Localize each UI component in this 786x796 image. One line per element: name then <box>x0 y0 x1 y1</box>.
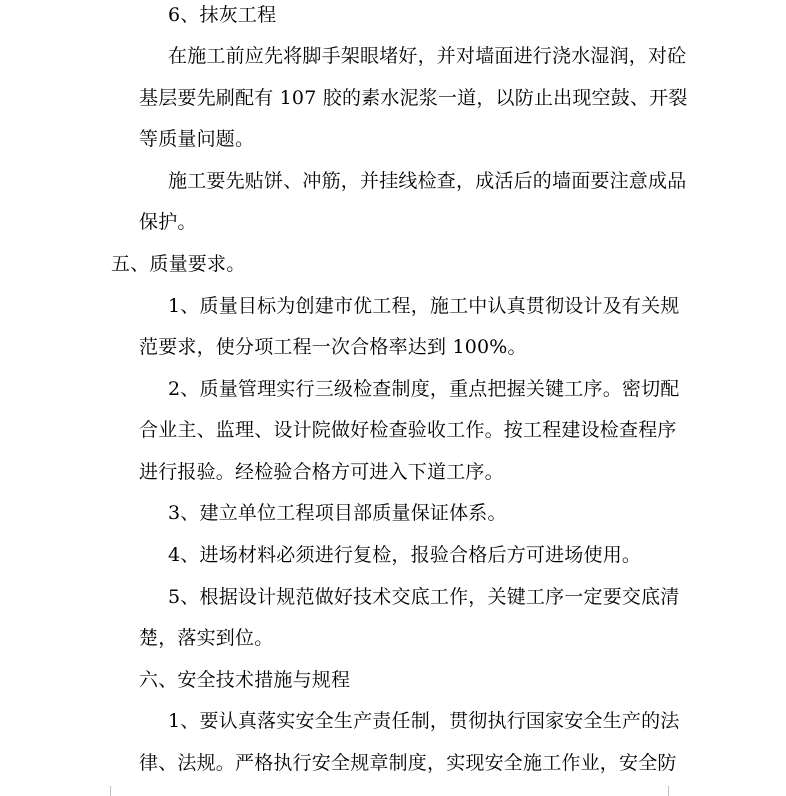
paragraph-line: 3、建立单位工程项目部质量保证体系。 <box>168 502 507 524</box>
paragraph-line: 范要求，使分项工程一次合格率达到 100%。 <box>139 336 527 358</box>
paragraph-line: 1、质量目标为创建市优工程，施工中认真贯彻设计及有关规 <box>168 295 680 317</box>
paragraph-line: 基层要先刷配有 107 胶的素水泥浆一道，以防止出现空鼓、开裂 <box>139 87 688 109</box>
paragraph-line: 施工要先贴饼、冲筋，并挂线检查，成活后的墙面要注意成品 <box>168 170 687 192</box>
paragraph-line: 进行报验。经检验合格方可进入下道工序。 <box>139 461 504 483</box>
paragraph-line: 合业主、监理、设计院做好检查验收工作。按工程建设检查程序 <box>139 419 677 441</box>
paragraph-line: 在施工前应先将脚手架眼堵好，并对墙面进行浇水湿润，对砼 <box>168 45 687 67</box>
paragraph-line: 4、进场材料必须进行复检，报验合格后方可进场使用。 <box>168 544 642 566</box>
paragraph-line: 等质量问题。 <box>139 128 255 150</box>
paragraph-line: 保护。 <box>139 211 197 233</box>
paragraph-line: 1、要认真落实安全生产责任制，贯彻执行国家安全生产的法 <box>168 710 680 732</box>
section-heading-plastering: 6、抹灰工程 <box>168 4 277 26</box>
paragraph-line: 楚，落实到位。 <box>139 627 274 649</box>
paragraph-line: 5、根据设计规范做好技术交底工作，关键工序一定要交底清 <box>168 586 680 608</box>
section-heading-safety: 六、安全技术措施与规程 <box>139 669 351 691</box>
page-margin-marker-left <box>88 786 111 796</box>
page-margin-marker-right <box>668 786 691 796</box>
paragraph-line: 2、质量管理实行三级检查制度，重点把握关键工序。密切配 <box>168 378 680 400</box>
paragraph-line: 律、法规。严格执行安全规章制度，实现安全施工作业，安全防 <box>139 752 677 774</box>
section-heading-quality: 五、质量要求。 <box>111 253 246 275</box>
